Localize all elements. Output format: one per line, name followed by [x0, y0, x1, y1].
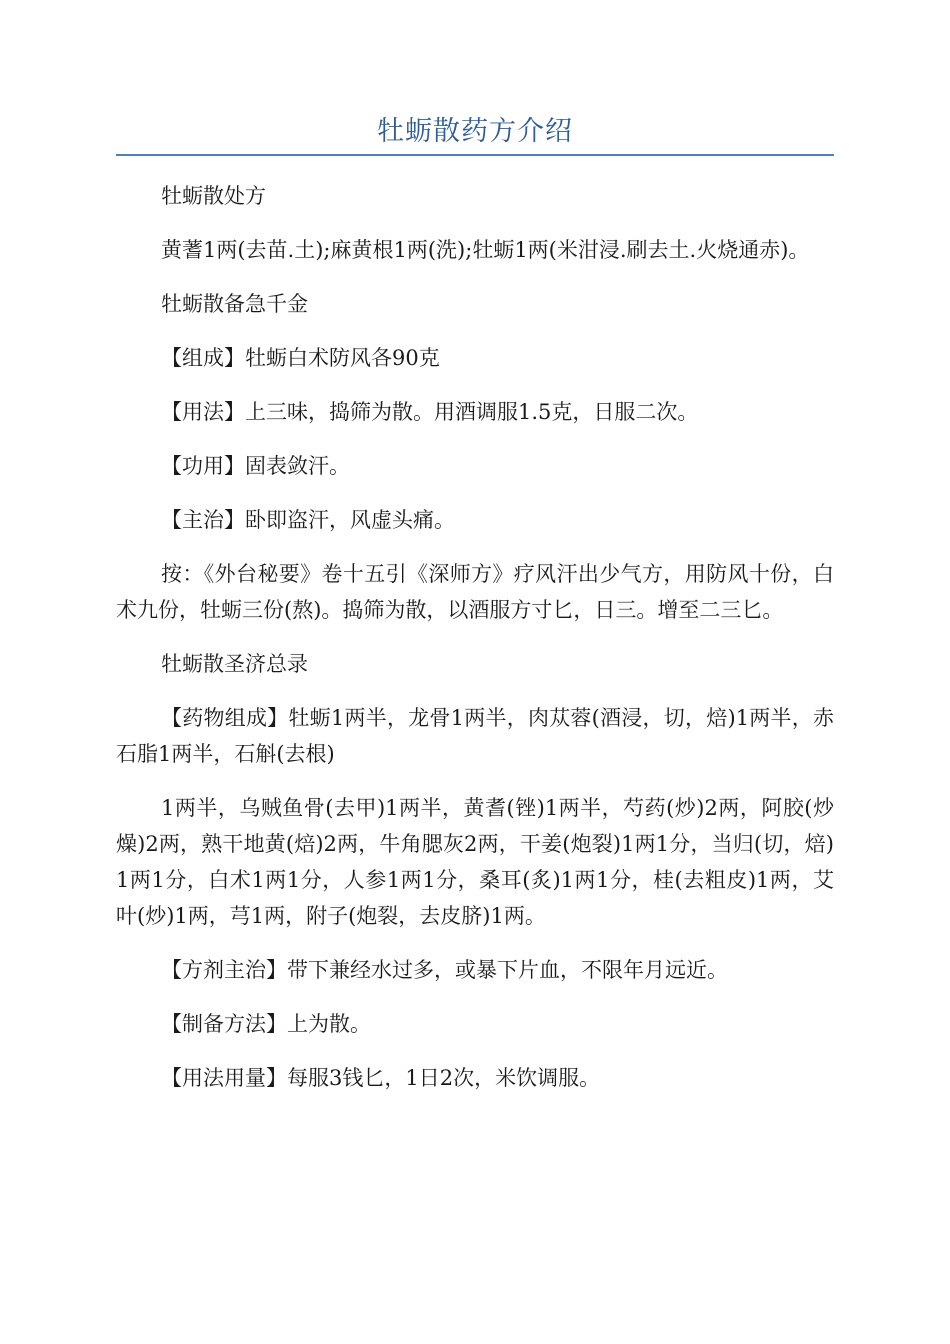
page-title: 牡蛎散药方介绍	[377, 116, 573, 147]
title-underline	[116, 154, 834, 156]
paragraph-dosage: 【用法用量】每服3钱匕，1日2次，米饮调服。	[161, 1066, 601, 1090]
document-body	[116, 178, 834, 1096]
paragraph-preparation: 【制备方法】上为散。	[161, 1012, 371, 1036]
paragraph-indication: 【主治】卧即盗汗，风虚头痛。	[161, 508, 455, 532]
section-heading-prescription: 牡蛎散处方	[161, 184, 266, 208]
paragraph-note: 按：《外台秘要》卷十五引《深师方》疗风汗出少气方，用防风十份，白术九份，牡蛎三份(熬)。捣筛为散，以酒服方寸匕，日三。增至二三匕。	[116, 562, 834, 622]
paragraph-composition: 【组成】牡蛎白术防风各90克	[161, 346, 440, 370]
paragraph-main-indication: 【方剂主治】带下兼经水过多，或暴下片血，不限年月远近。	[161, 958, 728, 982]
paragraph-prescription-ingredients: 黄蓍1两(去苗.土);麻黄根1两(洗);牡蛎1两(米泔浸.刷去土.火烧通赤)。	[161, 238, 810, 262]
document-page	[116, 0, 834, 1114]
paragraph-drug-composition: 【药物组成】牡蛎1两半，龙骨1两半，肉苁蓉(酒浸，切，焙)1两半，赤石脂1两半，石斛(去根)	[116, 706, 834, 766]
section-heading-qianjin: 牡蛎散备急千金	[161, 292, 308, 316]
paragraph-function: 【功用】固表敛汗。	[161, 454, 350, 478]
section-heading-shengji: 牡蛎散圣济总录	[161, 652, 308, 676]
paragraph-usage: 【用法】上三味，捣筛为散。用酒调服1.5克，日服二次。	[161, 400, 699, 424]
paragraph-drug-composition-continued: 1两半，乌贼鱼骨(去甲)1两半，黄耆(锉)1两半，芍药(炒)2两，阿胶(炒燥)2两，熟干地黄(焙)2两，牛角腮灰2两，干姜(炮裂)1两1分，当归(切，焙)1两1分，白术1两1分，人参1两1分，桑耳(炙)1两1分，桂(去粗皮)1两，艾叶(炒)1两，芎1两，附子(炮裂，去皮脐)1两。	[116, 796, 834, 928]
